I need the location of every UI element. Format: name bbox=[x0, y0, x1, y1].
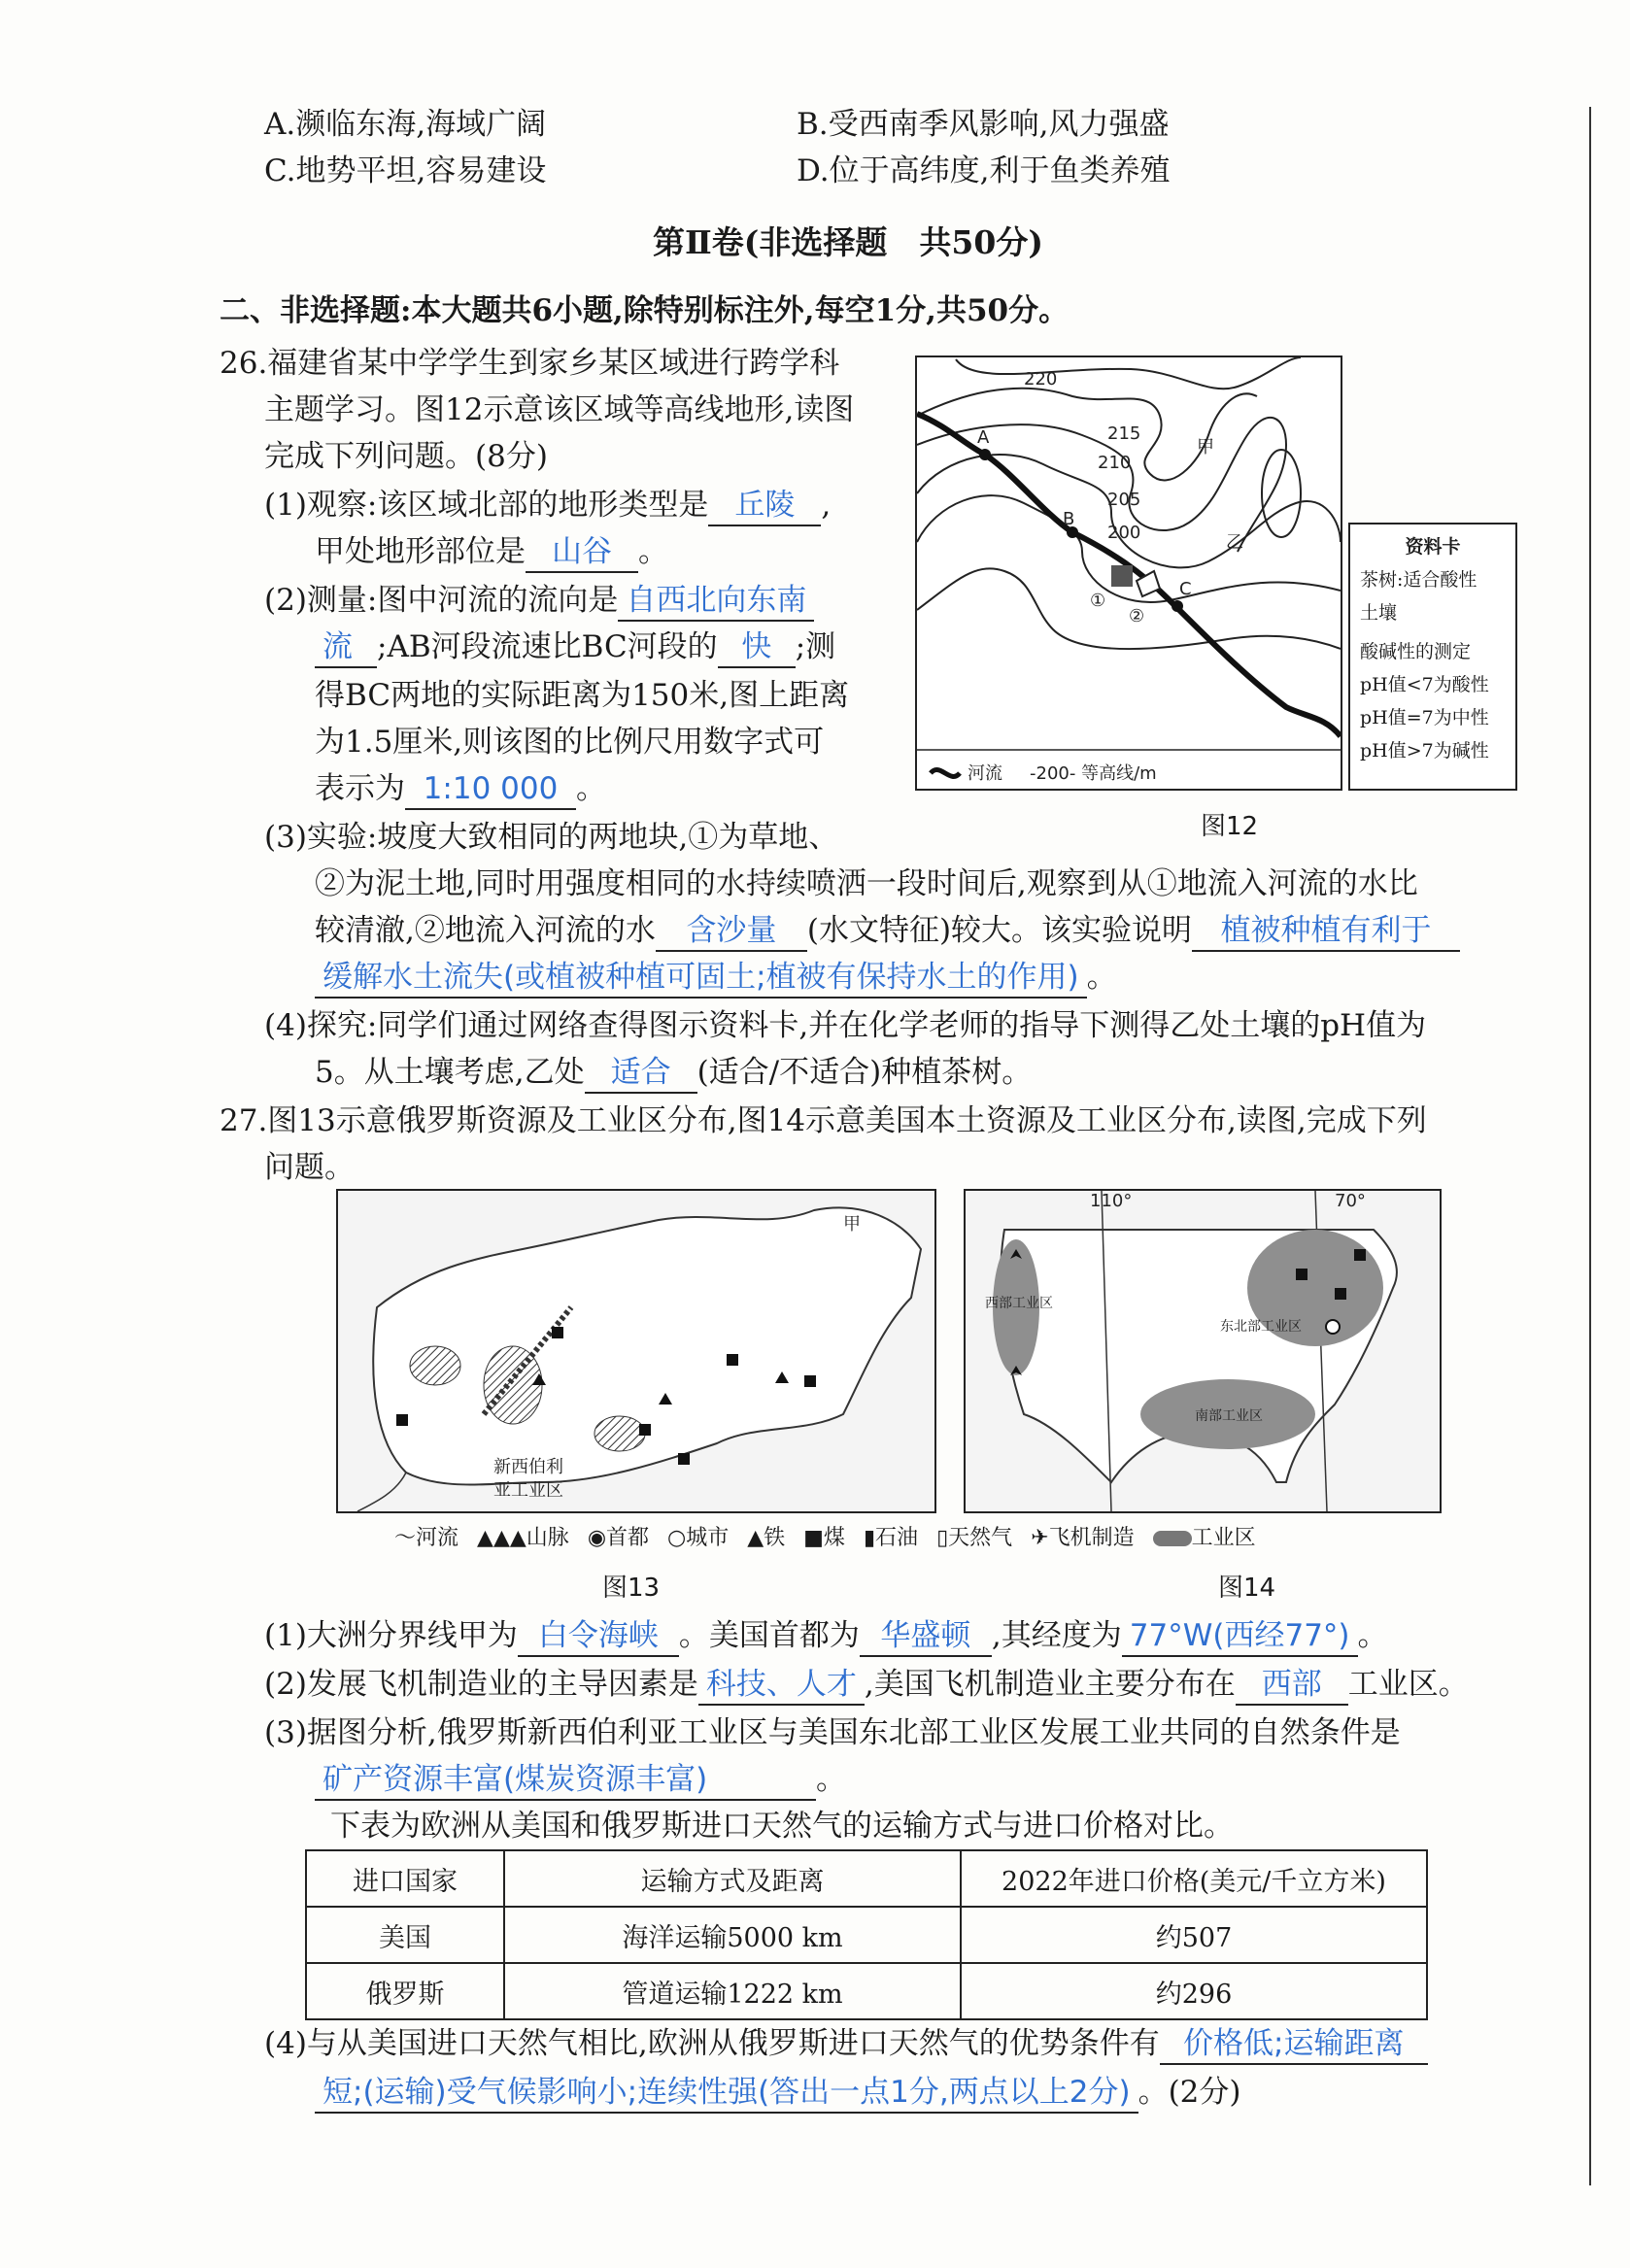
page-right-rule bbox=[1589, 107, 1591, 2185]
legend-gas: 天然气 bbox=[948, 1526, 1013, 1550]
table-cell: 约296 bbox=[961, 1963, 1427, 2019]
q26-part2-line1 bbox=[264, 577, 814, 624]
legend-river-icon: 〜 bbox=[394, 1526, 417, 1550]
legend-river-text: 河流 bbox=[968, 763, 1002, 784]
fig14-label-west: 西部工业区 bbox=[985, 1296, 1053, 1311]
point-a-label: A bbox=[977, 427, 990, 448]
legend-river-icon bbox=[931, 770, 960, 777]
fig14-svg bbox=[966, 1191, 1440, 1511]
q26-answer-3b: 流 bbox=[315, 627, 377, 668]
q26-part4-line1: (4)探究:同学们通过网络查得图示资料卡,并在化学老师的指导下测得乙处土壤的pH值为 bbox=[264, 1008, 1427, 1043]
fig13-svg bbox=[338, 1191, 934, 1511]
q27-p4-text: (4)与从美国进口天然气相比,欧洲从俄罗斯进口天然气的优势条件有 bbox=[264, 2026, 1160, 2061]
q26-p1-text: (1)观察:该区域北部的地形类型是 bbox=[264, 488, 709, 523]
q27-answer-1: 白令海峡 bbox=[518, 1616, 679, 1657]
legend-river: 河流 bbox=[416, 1526, 459, 1550]
fig14-label-south: 南部工业区 bbox=[1195, 1408, 1263, 1424]
map-legend bbox=[394, 1521, 1256, 1551]
q26-part1-line2 bbox=[315, 528, 668, 575]
q26-answer-5: 1:10 000 bbox=[405, 769, 576, 810]
q27-p2-end: 工业区。 bbox=[1347, 1667, 1469, 1702]
q27-part4-line1 bbox=[264, 2020, 1428, 2067]
table-row bbox=[306, 1963, 1427, 2019]
q26-p4-text2: (适合/不适合)种植茶树。 bbox=[696, 1055, 1033, 1090]
coal-icon bbox=[678, 1453, 690, 1465]
q26-part1-line1 bbox=[264, 482, 831, 528]
contour-label-205: 205 bbox=[1107, 490, 1141, 510]
q27-p2-text: (2)发展飞机制造业的主导因素是 bbox=[264, 1667, 698, 1702]
plot-1-shape bbox=[1111, 565, 1133, 587]
q26-p2-text2: ;AB河段流速比BC河段的 bbox=[377, 629, 718, 664]
fig13-label-novosibirsk-2: 亚工业区 bbox=[493, 1480, 563, 1501]
coal-icon bbox=[552, 1327, 563, 1338]
q26-intro-3: 完成下列问题。(8分) bbox=[264, 439, 548, 474]
q26-answer-7a: 植被种植有利于 bbox=[1192, 911, 1460, 952]
q27-p1-end: 。 bbox=[1357, 1618, 1388, 1653]
legend-industry-icon bbox=[1153, 1531, 1192, 1546]
q27-part1 bbox=[264, 1612, 1388, 1659]
contour-label-220: 220 bbox=[1024, 369, 1058, 389]
q27-p3-end: 。 bbox=[816, 1762, 846, 1797]
q26-answer-1: 丘陵 bbox=[708, 486, 821, 526]
data-card-line-1: 茶树:适合酸性 bbox=[1360, 569, 1477, 591]
contour-220 bbox=[956, 357, 1301, 389]
q26-part3-line1: (3)实验:坡度大致相同的两地块,①为草地、 bbox=[264, 820, 839, 855]
q26-answer-7b: 缓解水土流失(或植被种植可固土;植被有保持水土的作用) bbox=[315, 958, 1087, 999]
point-c-label: C bbox=[1179, 579, 1192, 599]
q26-answer-2: 山谷 bbox=[526, 532, 638, 573]
coal-icon bbox=[1354, 1249, 1366, 1261]
data-card-title: 资料卡 bbox=[1405, 536, 1461, 558]
table-header-row bbox=[306, 1850, 1427, 1907]
q27-table-intro: 下表为欧洲从美国和俄罗斯进口天然气的运输方式与进口价格对比。 bbox=[330, 1809, 1234, 1844]
q26-p2-end: 。 bbox=[576, 771, 606, 806]
q26-p3-text: 较清澈,②地流入河流的水 bbox=[315, 913, 656, 948]
q27-intro-1: 27.图13示意俄罗斯资源及工业区分布,图14示意美国本土资源及工业区分布,读图,完成下列 bbox=[220, 1103, 1427, 1138]
point-a-dot bbox=[979, 449, 991, 460]
legend-iron: ▲铁 bbox=[747, 1526, 786, 1550]
q27-part3-line1: (3)据图分析,俄罗斯新西伯利亚工业区与美国东北部工业区发展工业共同的自然条件是 bbox=[264, 1715, 1401, 1750]
data-card-line-3: 酸碱性的测定 bbox=[1360, 641, 1472, 662]
q26-part3-line3 bbox=[315, 907, 1460, 954]
table-row bbox=[306, 1907, 1427, 1963]
coal-icon bbox=[804, 1375, 816, 1387]
q26-p2-text3: ;测 bbox=[795, 629, 836, 664]
table-header: 进口国家 bbox=[306, 1850, 504, 1907]
contour-label-200: 200 bbox=[1107, 523, 1141, 543]
legend-industry: 工业区 bbox=[1191, 1526, 1256, 1550]
table-cell: 美国 bbox=[306, 1907, 504, 1963]
coal-icon bbox=[396, 1414, 408, 1426]
q26-p2-text4: 表示为 bbox=[315, 771, 405, 806]
q26-answer-6: 含沙量 bbox=[656, 911, 807, 952]
data-card-line-6: pH值>7为碱性 bbox=[1360, 740, 1489, 762]
q27-part4-line2 bbox=[315, 2069, 1241, 2116]
industry-zone-novosibirsk bbox=[594, 1416, 645, 1451]
q27-answer-2: 华盛顿 bbox=[860, 1616, 992, 1657]
section-title: 第Ⅱ卷(非选择题 共50分) bbox=[653, 223, 1043, 261]
point-b-label: B bbox=[1063, 509, 1075, 529]
data-card bbox=[1348, 523, 1517, 791]
fig14-map bbox=[964, 1189, 1442, 1513]
q26-part2-line4: 为1.5厘米,则该图的比例尺用数字式可 bbox=[315, 725, 825, 760]
contour-ring bbox=[1262, 450, 1301, 537]
q27-p1-text2: 。美国首都为 bbox=[678, 1618, 860, 1653]
legend-oil-icon: ▮ bbox=[863, 1526, 876, 1550]
q26-p1-text2: 甲处地形部位是 bbox=[315, 534, 526, 569]
q27-part2 bbox=[264, 1661, 1469, 1708]
q26-part2-line5 bbox=[315, 765, 606, 812]
fig13-caption: 图13 bbox=[602, 1574, 661, 1603]
plot-1-label: ① bbox=[1090, 591, 1106, 611]
option-b: B.受西南季风影响,风力强盛 bbox=[797, 107, 1170, 142]
q27-answer-3: 77°W(西经77°) bbox=[1122, 1616, 1358, 1657]
contour-label-210: 210 bbox=[1098, 453, 1132, 473]
fig14-label-70: 70° bbox=[1335, 1191, 1366, 1211]
legend-coal: ■煤 bbox=[803, 1526, 845, 1550]
plot-2-label: ② bbox=[1129, 606, 1145, 626]
q26-intro-1: 26.福建省某中学学生到家乡某区域进行跨学科 bbox=[220, 346, 840, 381]
q27-answer-7a: 价格低;运输距离 bbox=[1160, 2024, 1428, 2065]
q26-answer-4: 快 bbox=[718, 627, 796, 668]
data-card-line-5: pH值=7为中性 bbox=[1360, 707, 1489, 728]
border-line bbox=[357, 1473, 406, 1511]
q26-p3-end: 。 bbox=[1086, 960, 1117, 995]
q26-p1-comma: , bbox=[821, 488, 832, 523]
fig13-label-novosibirsk-1: 新西伯利 bbox=[493, 1457, 563, 1477]
table-cell: 俄罗斯 bbox=[306, 1963, 504, 2019]
legend-gas-icon: ▯ bbox=[936, 1526, 949, 1550]
legend-mountain: 山脉 bbox=[526, 1526, 569, 1550]
q27-intro-2: 问题。 bbox=[264, 1150, 355, 1185]
point-jia-label: 甲 bbox=[1197, 437, 1214, 457]
coal-icon bbox=[639, 1424, 651, 1436]
table-cell: 管道运输1222 km bbox=[504, 1963, 961, 2019]
q27-answer-7b: 短;(运输)受气候影响小;连续性强(答出一点1分,两点以上2分) bbox=[315, 2073, 1138, 2114]
option-c: C.地势平坦,容易建设 bbox=[264, 153, 547, 188]
legend-city: ○城市 bbox=[667, 1526, 730, 1550]
russia-landmass bbox=[373, 1207, 921, 1484]
q26-p2-text: (2)测量:图中河流的流向是 bbox=[264, 583, 619, 618]
q26-part3-line4 bbox=[315, 954, 1117, 1000]
q26-part2-line3: 得BC两地的实际距离为150米,图上距离 bbox=[315, 678, 850, 713]
q26-p4-text: 5。从土壤考虑,乙处 bbox=[315, 1055, 585, 1090]
fig13-label-jia: 甲 bbox=[843, 1214, 861, 1235]
table-header: 运输方式及距离 bbox=[504, 1850, 961, 1907]
q27-answer-4: 科技、人才 bbox=[698, 1665, 865, 1706]
data-card-line-2: 土壤 bbox=[1360, 602, 1398, 624]
q26-p3-text2: (水文特征)较大。该实验说明 bbox=[806, 913, 1193, 948]
gas-import-table bbox=[305, 1849, 1428, 2020]
option-d: D.位于高纬度,利于鱼类养殖 bbox=[797, 153, 1171, 188]
q26-answer-3a: 自西北向东南 bbox=[618, 581, 814, 622]
point-c-dot bbox=[1172, 600, 1183, 612]
fig12-caption: 图12 bbox=[1201, 812, 1259, 841]
q26-part2-line2 bbox=[315, 624, 835, 670]
industry-zone-west bbox=[410, 1346, 460, 1385]
q27-p1-text: (1)大洲分界线甲为 bbox=[264, 1618, 518, 1653]
fig12-map bbox=[915, 355, 1342, 791]
q27-p1-text3: ,其经度为 bbox=[991, 1618, 1122, 1653]
capital-icon bbox=[1326, 1320, 1340, 1334]
legend-mountain-icon: ▲▲▲ bbox=[477, 1526, 526, 1550]
q26-part3-line2: ②为泥土地,同时用强度相同的水持续喷洒一段时间后,观察到从①地流入河流的水比 bbox=[315, 866, 1418, 901]
contour-label-215: 215 bbox=[1107, 423, 1141, 444]
coal-icon bbox=[1335, 1288, 1346, 1300]
q27-p4-end: 。(2分) bbox=[1138, 2075, 1241, 2110]
q27-part3-line2 bbox=[315, 1756, 846, 1803]
legend-aircraft-icon: ✈ bbox=[1031, 1526, 1049, 1550]
q27-answer-5: 西部 bbox=[1236, 1665, 1348, 1706]
fig14-caption: 图14 bbox=[1218, 1574, 1276, 1603]
section-instruction: 二、非选择题:本大题共6小题,除特别标注外,每空1分,共50分。 bbox=[220, 293, 1070, 328]
fig14-label-northeast: 东北部工业区 bbox=[1220, 1319, 1302, 1335]
coal-icon bbox=[727, 1354, 738, 1366]
table-cell: 约507 bbox=[961, 1907, 1427, 1963]
q27-p2-text2: ,美国飞机制造业主要分布在 bbox=[864, 1667, 1236, 1702]
q26-part4-line2 bbox=[315, 1049, 1032, 1096]
fig14-label-110: 110° bbox=[1090, 1191, 1133, 1211]
q27-answer-6: 矿产资源丰富(煤炭资源丰富) bbox=[315, 1760, 816, 1801]
legend-aircraft: 飞机制造 bbox=[1048, 1526, 1135, 1550]
table-header: 2022年进口价格(美元/千立方米) bbox=[961, 1850, 1427, 1907]
fig12-contour-svg bbox=[917, 357, 1341, 789]
table-cell: 海洋运输5000 km bbox=[504, 1907, 961, 1963]
q26-answer-8: 适合 bbox=[585, 1053, 697, 1094]
legend-capital: ◉首都 bbox=[587, 1526, 650, 1550]
option-a: A.濒临东海,海域广阔 bbox=[264, 107, 547, 142]
point-yi-label: 乙 bbox=[1226, 532, 1243, 553]
legend-oil: 石油 bbox=[875, 1526, 919, 1550]
coal-icon bbox=[1296, 1269, 1307, 1280]
fig13-map bbox=[336, 1189, 936, 1513]
q26-p1-end: 。 bbox=[638, 534, 668, 569]
data-card-line-4: pH值<7为酸性 bbox=[1360, 674, 1489, 695]
q26-intro-2: 主题学习。图12示意该区域等高线地形,读图 bbox=[264, 392, 855, 427]
contour-215 bbox=[917, 389, 1257, 481]
legend-contour-text: -200- 等高线/m bbox=[1030, 763, 1157, 784]
